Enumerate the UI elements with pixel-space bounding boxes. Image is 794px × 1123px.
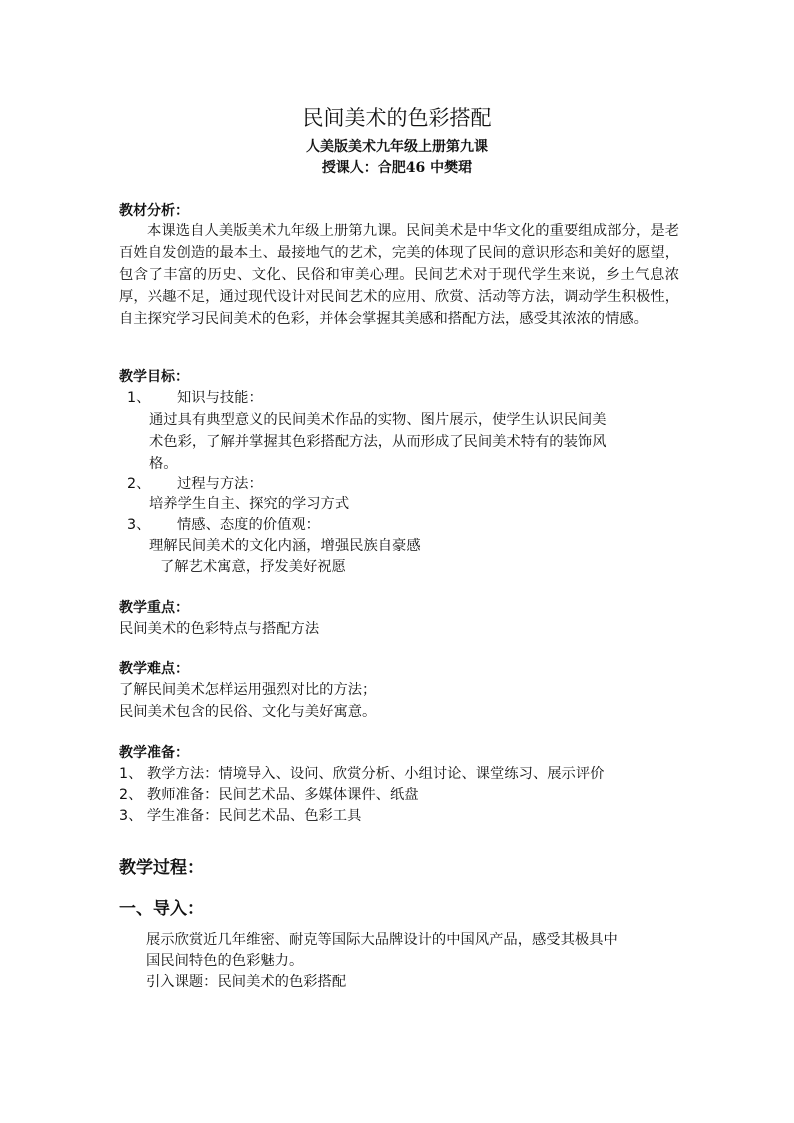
difficulty-line: 民间美术包含的民俗、文化与美好寓意。 [119,704,377,720]
key-points-heading: 教学重点： [119,600,189,616]
preparation-item: 1、 教学方法：情境导入、设问、欣赏分析、小组讨论、课堂练习、展示评价 [119,766,605,782]
goals-heading: 教学目标： [119,369,189,385]
goal-line: 理解民间美术的文化内涵，增强民族自豪感 [149,538,421,554]
preparation-item: 3、 学生准备：民间艺术品、色彩工具 [119,808,362,824]
preparation-heading: 教学准备： [119,745,189,761]
section1-line: 国民间特色的色彩魅力。 [146,953,304,969]
goal-line: 培养学生自主、探究的学习方式 [149,496,350,512]
goal-item-2 [127,473,263,495]
goal-item-3 [127,514,320,536]
document-title: 民间美术的色彩搭配 [302,106,492,130]
goal-title: 情感、态度的价值观： [177,517,320,533]
teacher-line: 授课人：合肥46 中樊珺 [321,160,473,176]
analysis-body: 本课选自人美版美术九年级上册第九课。民间美术是中华文化的重要组成部分，是老百姓自发创造的最本土、最接地气的艺术，完美的体现了民间的意识形态和美好的愿望，包含了丰富的历史、文化、民俗和审美心理。民间艺术对于现代学生来说，乡土气息浓厚，兴趣不足，通过现代设计对民间艺术的应用、欣赏、活动等方法，调动学生积极性，自主探究学习民间美术的色彩，并体会掌握其美感和搭配方法，感受其浓浓的情感。 [119,223,679,327]
key-points-body: 民间美术的色彩特点与搭配方法 [119,621,320,637]
process-heading: 教学过程： [119,858,204,878]
difficulties-heading: 教学难点： [119,661,189,677]
analysis-heading: 教材分析： [119,203,189,219]
goal-line: 格。 [149,456,178,472]
goal-title: 知识与技能： [177,390,263,406]
document-subtitle: 人美版美术九年级上册第九课 [306,139,488,155]
section1-heading: 一、导入： [119,899,204,919]
difficulty-line: 了解民间美术怎样运用强烈对比的方法； [119,682,377,698]
goal-number: 3、 [127,517,151,533]
goal-title: 过程与方法： [177,476,263,492]
section1-line: 展示欣赏近几年维密、耐克等国际大品牌设计的中国风产品，感受其极具中 [146,932,618,948]
section1-line: 引入课题：民间美术的色彩搭配 [146,974,347,990]
goal-line: 术色彩，了解并掌握其色彩搭配方法，从而形成了民间美术特有的装饰风 [149,434,607,450]
goal-number: 1、 [127,390,151,406]
goal-number: 2、 [127,476,151,492]
goal-line: 通过具有典型意义的民间美术作品的实物、图片展示，使学生认识民间美 [149,412,607,428]
preparation-item: 2、 教师准备：民间艺术品、多媒体课件、纸盘 [119,787,419,803]
goal-line: 了解艺术寓意，抒发美好祝愿 [160,559,346,575]
goal-item-1 [127,387,263,409]
